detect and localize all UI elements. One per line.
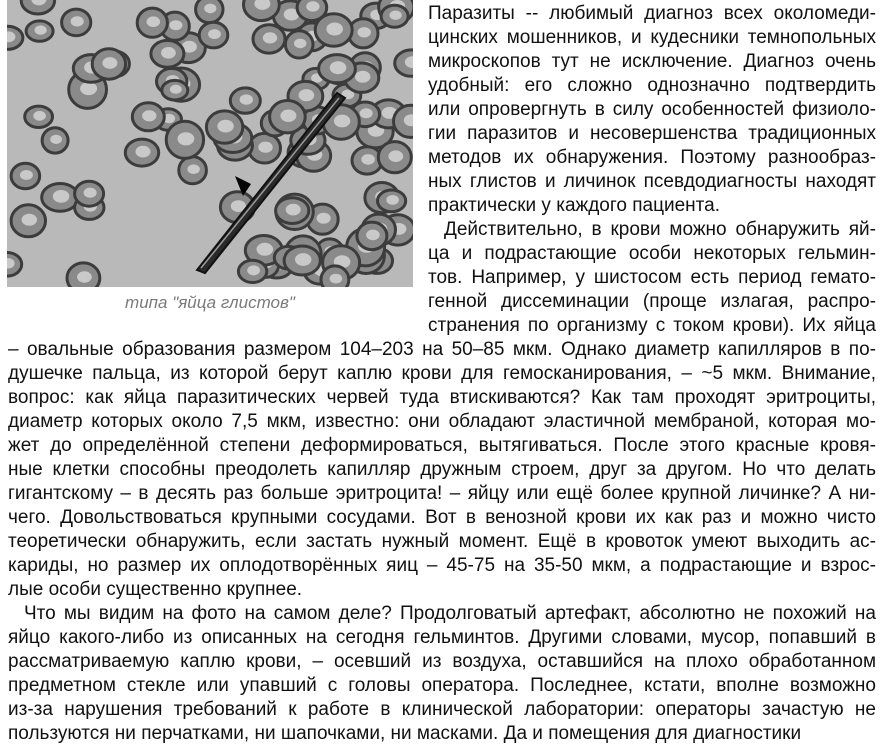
blood-cell-center (208, 29, 221, 39)
paragraph-line: рассматриваемую каплю крови, – осевший из воздуха, оставшийся на плохо обработанном (8, 651, 876, 672)
blood-cell-center (136, 146, 151, 158)
blood-cell-center (330, 274, 343, 284)
blood-cell-center (161, 47, 176, 59)
paragraph-line: удобный: его сложно однозначно подтвердить (428, 75, 876, 96)
blood-cell-center (258, 142, 272, 153)
blood-cell-center (33, 111, 46, 121)
paragraph-line: Действительно, в крови можно обнаружить яй- (444, 219, 876, 240)
paragraph-line: пользуются ни перчатками, ни шапочками, ни масками. Да и помещения для диагностики (8, 723, 802, 744)
blood-cell-center (361, 154, 375, 165)
blood-cell-center (299, 89, 315, 101)
blood-cell-center (257, 243, 274, 256)
blood-cell-center (366, 230, 380, 241)
blood-cell-center (187, 164, 199, 174)
paragraph-line: гии паразитов и несовершенства традиционных (428, 123, 876, 144)
blood-cell-center (360, 108, 373, 118)
paragraph-line: генной диссеминации (проще излагая, распро- (428, 291, 876, 312)
blood-cell-center (147, 16, 161, 27)
paragraph-line: из-за нарушения требований к работе в клинической лаборатории: операторы зачастую не (8, 699, 876, 720)
paragraph-line: тов. Например, у шистосом есть период гемато- (428, 267, 876, 288)
blood-cell-center (169, 20, 182, 30)
paragraph-line: практически у каждого пациента. (428, 195, 720, 216)
paragraph-line: жет до определённой степени деформироваться, вытягиваться. После этого красные кровя- (8, 435, 876, 456)
paragraph-line: странения по организму с током крови). Их яйца (428, 315, 876, 336)
blood-cell-center (334, 115, 350, 128)
paragraph-line: цинских мошенников, и кудесники темнопольных (428, 27, 876, 48)
paragraph-line: теоретически обнаружить, если застать нужный момент. Ещё в кровоток умеют выходить ас- (8, 531, 876, 552)
paragraph-line: душечке пальца, из которой берут каплю крови для гемосканирования, – ~5 мкм. Внимание, (8, 363, 876, 384)
blood-cell-center (84, 188, 97, 198)
blood-cell-center (80, 82, 97, 95)
blood-cell-center (142, 110, 156, 121)
paragraph-line: – овальные образования размером 104–203 на 50–85 мкм. Однако диаметр капилляров в по- (8, 339, 876, 360)
paragraph-line: методов их обнаружения. Поэтому разнообраз- (428, 147, 876, 168)
blood-cell-center (53, 190, 70, 203)
blood-cell-center (50, 135, 62, 144)
blood-cell-center (22, 214, 37, 226)
blood-cell-center (71, 16, 84, 26)
blood-cell-center (388, 150, 403, 162)
blood-cell-center (286, 204, 301, 216)
blood-cell-center (294, 39, 306, 49)
blood-cell-center (247, 265, 260, 275)
blood-cell-center (35, 25, 47, 34)
blood-cell-center (170, 85, 182, 94)
paragraph-line: диаметр которых около 7,5 мкм, известно: они обладают эластичной мембраной, которая мо- (8, 411, 876, 432)
blood-cell-center (178, 132, 195, 145)
blood-cell-center (390, 11, 402, 20)
blood-cell-center (204, 4, 216, 14)
paragraph-line: ные клетки способны преодолеть капилляр дружным строем, друг за другом. Но что делать (8, 459, 876, 480)
paragraph-line: ных глистов и личинок псевдодиагносты находят (428, 171, 876, 192)
blood-cell-center (77, 271, 92, 282)
paragraph-line: кариды, но размер их оплодотворённых яиц – 45-75 на 35-50 мкм, а подрастающие и взрос- (8, 555, 876, 576)
paragraph-line: чего. Довольствоваться крупными сосудами. Вот в венозной крови их как раз и можно чисто (8, 507, 876, 528)
blood-cell-center (306, 1, 319, 11)
paragraph-line: или опровергнуть в силу особенностей физиоло- (428, 99, 876, 120)
blood-cell-center (317, 213, 331, 224)
microscope-photo (7, 0, 413, 287)
blood-cell-center (217, 120, 233, 133)
paragraph-line: Что мы видим на фото на самом деле? Продолговатый артефакт, абсолютно не похожий на (24, 603, 876, 624)
blood-cell-center (295, 253, 311, 266)
blood-cell-center (355, 71, 370, 83)
blood-cell-center (102, 57, 117, 69)
blood-cell-center (326, 23, 343, 36)
paragraph-line: вопрос: как яйца паразитических червей туда втискиваются? Как там проходят эритроциты, (8, 387, 876, 408)
blood-cell-center (330, 61, 347, 74)
blood-cell-center (20, 170, 33, 180)
blood-cell-center (280, 110, 296, 122)
paragraph-line: микроскопов тут не исключение. Диагноз очень (428, 51, 876, 72)
photo-caption: типа "яйца глистов" (125, 293, 295, 312)
blood-cell-center (358, 27, 371, 37)
paragraph-line: Паразиты -- любимый диагноз всех околомеди- (428, 3, 876, 24)
paragraph-line: ца и подрастающие особи некоторых гельмин- (428, 243, 876, 264)
paragraph-line: гигантскому – в десять раз больше эритроцита! – яйцу или ещё более крупной личинке? А ни- (8, 483, 876, 504)
paragraph-line: лые особи существенно крупнее. (8, 579, 303, 600)
blood-cell-center (240, 94, 253, 104)
paragraph-line: яйцо какого-либо из описанных на сегодня гельминтов. Другими словами, мусор, попавший в (8, 627, 876, 648)
blood-smear-image (7, 0, 413, 287)
blood-cell-center (386, 195, 399, 205)
paragraph-line: предметном стекле или упавший с головы оператора. Последнее, кстати, вполне возможно (8, 675, 876, 696)
blood-cell-center (263, 32, 277, 43)
